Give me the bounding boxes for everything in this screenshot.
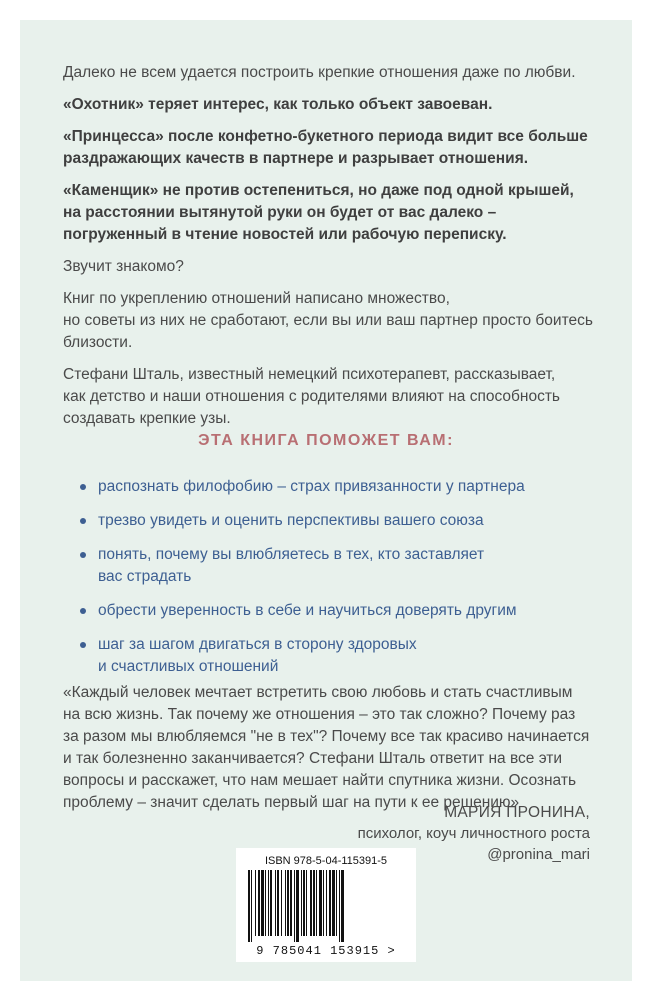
book-back-cover xyxy=(20,20,632,981)
intro-paragraph-hunter: «Охотник» теряет интерес, как только объект завоеван. xyxy=(63,96,493,113)
intro-line: «Каменщик» не против остепениться, но даже под одной крышей, xyxy=(63,182,574,199)
intro-paragraph-author xyxy=(63,364,603,430)
bullet-dot-icon xyxy=(80,608,86,614)
endorsement-quote xyxy=(63,682,608,814)
barcode-label xyxy=(236,848,416,962)
intro-line: на расстоянии вытянутой руки он будет от вас далеко – xyxy=(63,204,497,221)
quote-line: «Каждый человек мечтает встретить свою любовь и стать счастливым xyxy=(63,684,573,701)
intro-line: раздражающих качеств в партнере и разрывает отношения. xyxy=(63,150,529,167)
endorser-title: психолог, коуч личностного роста xyxy=(357,825,590,842)
intro-line: но советы из них не сработают, если вы или ваш партнер просто боитесь xyxy=(63,312,593,329)
benefit-item xyxy=(80,476,600,498)
intro-line: «Принцесса» после конфетно-букетного периода видит все больше xyxy=(63,128,588,145)
endorser-handle: @pronina_mari xyxy=(487,846,590,863)
benefit-item xyxy=(80,600,600,622)
endorser-name: МАРИЯ ПРОНИНА, xyxy=(444,804,590,821)
benefit-item xyxy=(80,544,600,588)
benefit-text: обрести уверенность в себе и научиться доверять другим xyxy=(98,602,517,619)
intro-line: Стефани Шталь, известный немецкий психотерапевт, рассказывает, xyxy=(63,366,556,383)
intro-line: погруженный в чтение новостей или рабочую переписку. xyxy=(63,226,507,243)
intro-line: близости. xyxy=(63,334,133,351)
quote-line: вопросы и расскажет, что нам мешает найти спутника жизни. Осознать xyxy=(63,772,577,789)
benefit-text: распознать филофобию – страх привязанности у партнера xyxy=(98,478,525,495)
benefit-item xyxy=(80,634,600,678)
benefit-text: трезво увидеть и оценить перспективы вашего союза xyxy=(98,512,484,529)
intro-line: как детство и наши отношения с родителями влияют на способность xyxy=(63,388,561,405)
isbn-text: ISBN 978-5-04-115391-5 xyxy=(264,855,388,867)
barcode-digits: 9 785041 153915 > xyxy=(256,944,396,958)
benefits-list xyxy=(80,476,600,690)
benefit-text: шаг за шагом двигаться в сторону здоровых xyxy=(98,636,417,653)
quote-line: проблему – значит сделать первый шаг на пути к ее решению» xyxy=(63,794,520,811)
benefits-heading: ЭТА КНИГА ПОМОЖЕТ ВАМ: xyxy=(198,432,454,449)
bullet-dot-icon xyxy=(80,642,86,648)
benefit-text: понять, почему вы влюбляетесь в тех, кто заставляет xyxy=(98,546,485,563)
bullet-dot-icon xyxy=(80,552,86,558)
intro-paragraph-princess xyxy=(63,126,603,170)
intro-line: создавать крепкие узы. xyxy=(63,410,231,427)
bullet-dot-icon xyxy=(80,484,86,490)
quote-line: и так болезненно заканчивается? Стефани Шталь ответит на все эти xyxy=(63,750,563,767)
benefit-item xyxy=(80,510,600,532)
benefit-text: и счастливых отношений xyxy=(98,658,279,675)
quote-line: на всю жизнь. Так почему же отношения – это так сложно? Почему раз xyxy=(63,706,576,723)
bullet-dot-icon xyxy=(80,518,86,524)
intro-text xyxy=(63,62,603,430)
intro-paragraph-familiar: Звучит знакомо? xyxy=(63,258,184,275)
quote-line: за разом мы влюбляемся "не в тех"? Почему все так красиво начинается xyxy=(63,728,590,745)
intro-paragraph-mason xyxy=(63,180,603,246)
intro-line: Книг по укреплению отношений написано множество, xyxy=(63,290,450,307)
barcode-icon xyxy=(246,870,406,942)
benefit-text: вас страдать xyxy=(98,568,192,585)
intro-paragraph-1: Далеко не всем удается построить крепкие отношения даже по любви. xyxy=(63,64,576,81)
intro-paragraph-books xyxy=(63,288,603,354)
